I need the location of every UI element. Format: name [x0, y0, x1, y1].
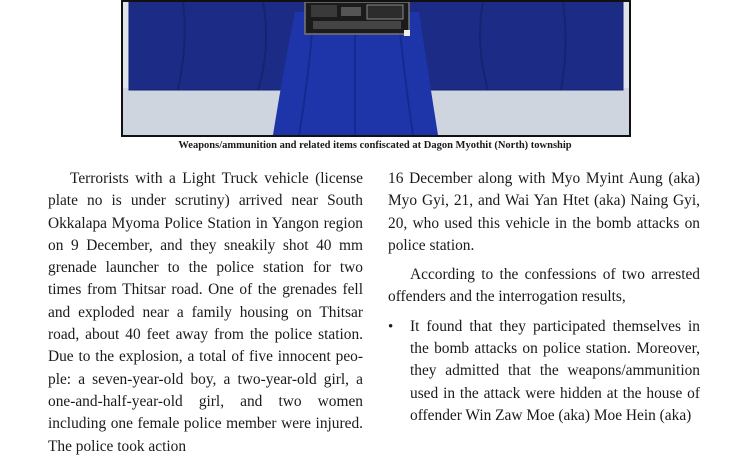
bullet-item [388, 316, 700, 427]
bullet-icon: • [388, 318, 394, 335]
bullet-text: It found that they participated themselves in the bomb attacks on police station. Moreover, they admitted that the weapons/ammunition used in the attack were hidden at the house of offender Win Zaw Moe (aka) Moe Hein (aka) [410, 317, 700, 424]
article-paragraph-continued: 16 December along with Myo Myint Aung (aka) Myo Gyi, 21, and Wai Yan Htet (aka) Naing Gyi, 20, who used this vehicle in the bomb attacks on police station. [388, 170, 700, 254]
photo-caption: Weapons/ammunition and related items confiscated at Dagon Myothit (North) township [178, 140, 572, 151]
article-left-column [48, 168, 363, 458]
article-paragraph: Terrorists with a Light Truck vehicle (license plate no is under scrutiny) arrived near South Okkalapa Myoma Police Station in Yangon region on 9 December, and they sneakily shot 40 mm grenade launcher to the police station for two times from Thitsar road. One of the grenades fell and exploded near a family housing on Thitsar road, about 40 feet away from the police station. Due to the explosion, a total of five innocent people: a seven-year-old boy, a two-year-old girl, a one-and-half-year-old girl, and two women including one female police member were injured. The police took action [48, 170, 363, 455]
article-paragraph: According to the confessions of two arrested offenders and the interrogation results, [388, 266, 700, 306]
confiscated-items-image [123, 2, 629, 135]
article-right-column [388, 168, 700, 427]
confiscated-items-photo [121, 0, 631, 137]
